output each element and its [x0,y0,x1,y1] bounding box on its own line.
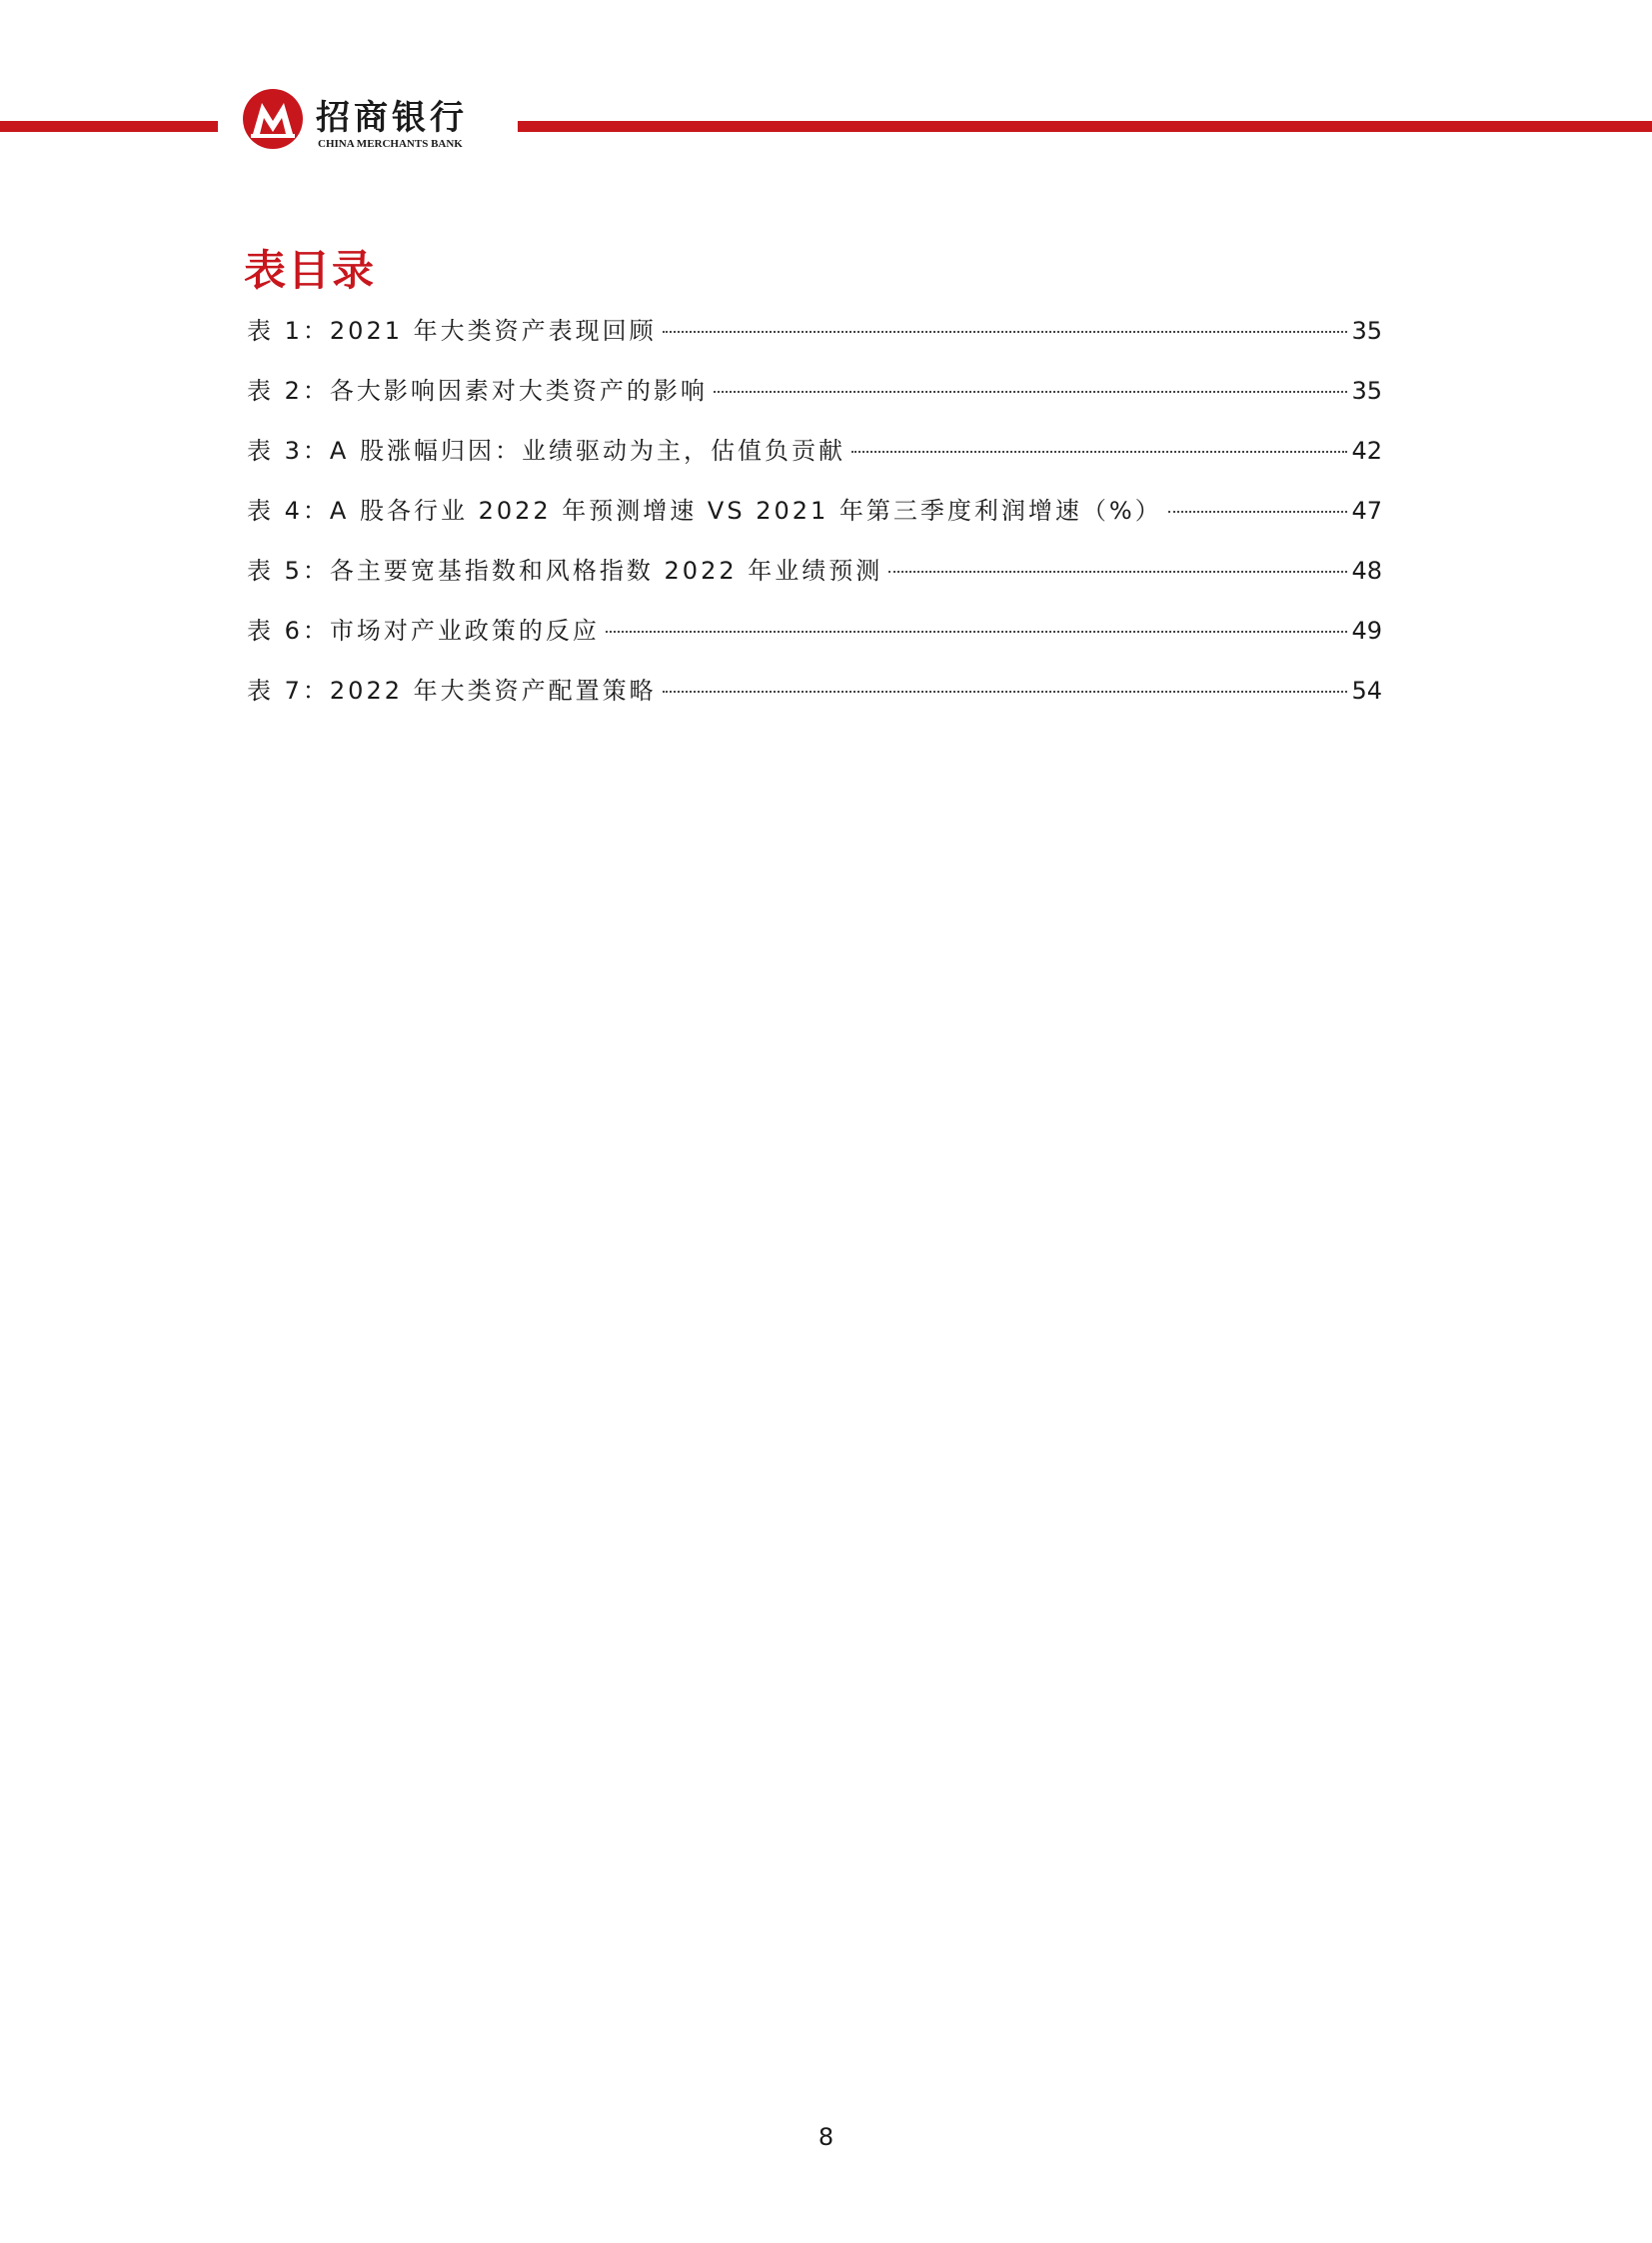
toc-entry-prefix: 表 6： [247,617,330,645]
toc-entry[interactable] [247,371,1382,431]
toc-entry-page: 35 [1351,317,1382,345]
toc-list [247,311,1382,731]
toc-entry-page: 49 [1351,617,1382,645]
toc-entry-text: 各主要宽基指数和风格指数 2022 年业绩预测 [329,557,883,585]
toc-entry[interactable] [247,611,1382,671]
toc-entry[interactable] [247,671,1382,731]
toc-entry-prefix: 表 4： [247,497,330,525]
toc-entry-text: A 股各行业 2022 年预测增速 VS 2021 年第三季度利润增速（%） [329,497,1162,525]
toc-title: 表目录 [244,246,377,295]
header-rule-right [518,121,1652,132]
toc-dot-leader [606,631,1348,633]
toc-entry-page: 42 [1351,437,1382,465]
logo-english-name: CHINA MERCHANTS BANK [318,138,463,150]
cmb-emblem-icon [242,88,304,150]
toc-entry[interactable] [247,311,1382,371]
toc-dot-leader [1168,511,1348,513]
toc-dot-leader [663,691,1348,693]
toc-entry[interactable] [247,551,1382,611]
toc-entry-text: 2021 年大类资产表现回顾 [329,317,657,345]
toc-entry-prefix: 表 2： [247,377,330,405]
toc-entry-page: 35 [1351,377,1382,405]
page-number: 8 [818,2123,834,2151]
header-rule-left [0,121,218,132]
toc-dot-leader [714,391,1348,393]
toc-entry[interactable] [247,431,1382,491]
toc-entry-text: A 股涨幅归因：业绩驱动为主，估值负贡献 [329,437,845,465]
toc-dot-leader [663,331,1348,333]
toc-entry-prefix: 表 1： [247,317,330,345]
toc-dot-leader [888,571,1347,573]
toc-entry-page: 48 [1351,557,1382,585]
logo-chinese-name: 招商银行 [316,98,468,138]
toc-entry-text: 市场对产业政策的反应 [329,617,600,645]
toc-entry[interactable] [247,491,1382,551]
toc-entry-text: 2022 年大类资产配置策略 [329,677,657,705]
toc-entry-page: 54 [1351,677,1382,705]
bank-logo [242,88,512,158]
toc-entry-page: 47 [1351,497,1382,525]
toc-entry-prefix: 表 3： [247,437,330,465]
toc-dot-leader [851,451,1348,453]
toc-entry-text: 各大影响因素对大类资产的影响 [329,377,708,405]
toc-entry-prefix: 表 5： [247,557,330,585]
toc-entry-prefix: 表 7： [247,677,330,705]
